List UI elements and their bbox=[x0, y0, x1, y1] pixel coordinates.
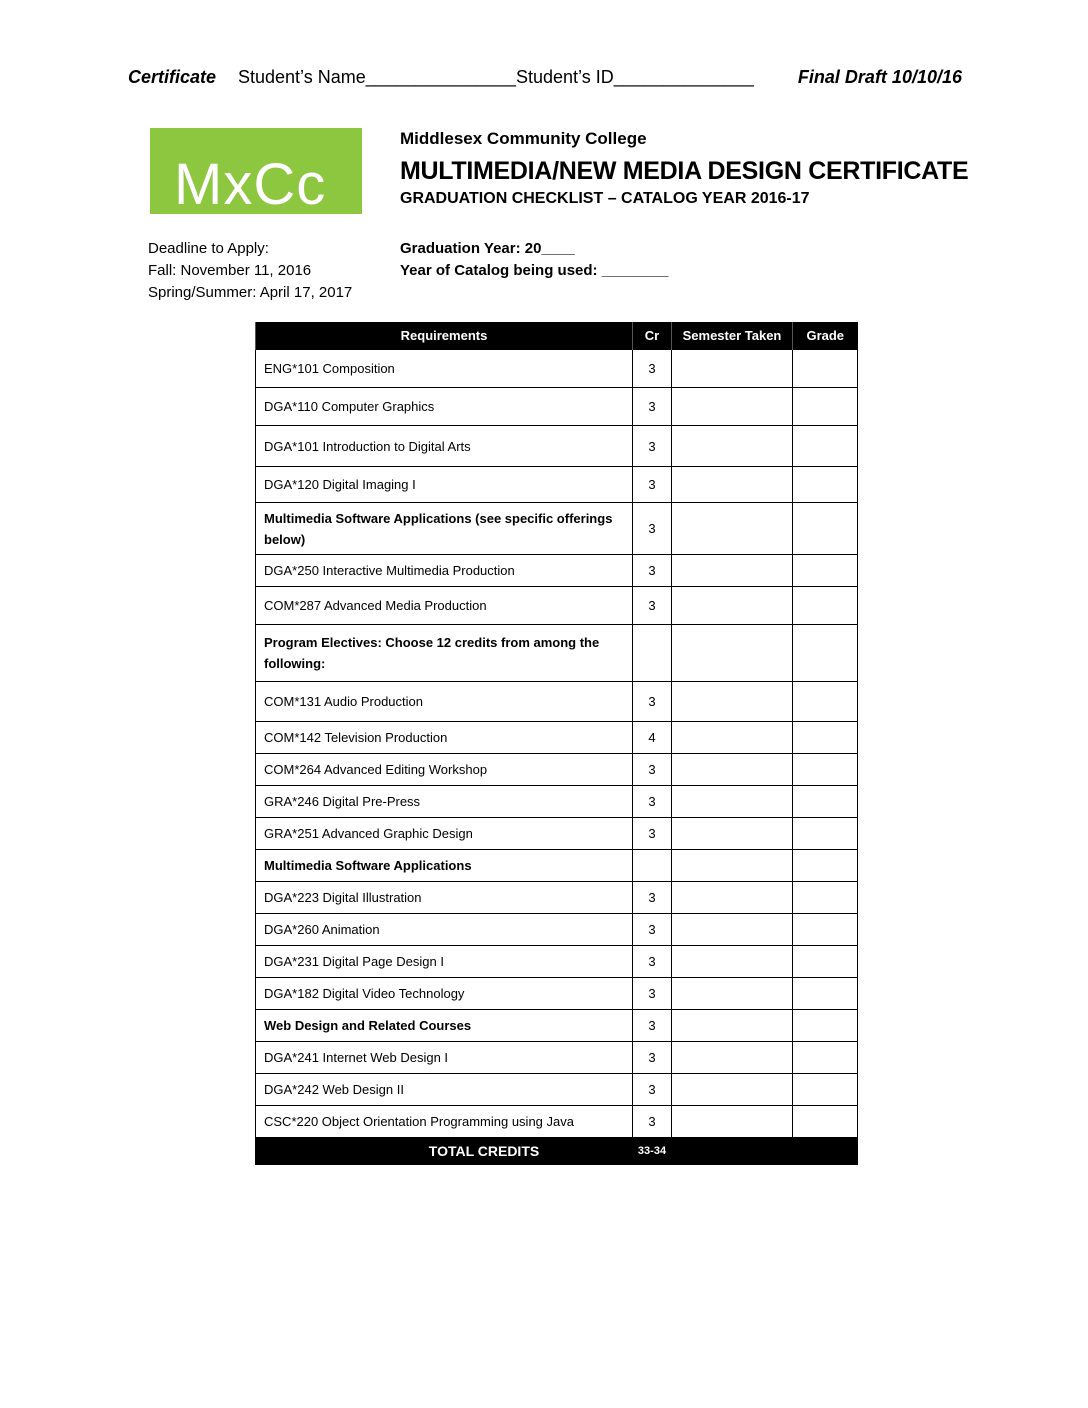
deadline-spring: Spring/Summer: April 17, 2017 bbox=[148, 284, 353, 301]
course-credits bbox=[633, 625, 672, 682]
certificate-label: Certificate bbox=[128, 67, 217, 87]
total-grade-cell bbox=[793, 1138, 858, 1165]
course-name: ENG*101 Composition bbox=[256, 350, 633, 388]
grade-cell[interactable] bbox=[793, 1010, 858, 1042]
student-name-field: Student’s Name_______________ bbox=[238, 67, 516, 87]
semester-taken-cell[interactable] bbox=[672, 467, 793, 503]
total-value: 33-34 bbox=[633, 1138, 672, 1165]
course-name: COM*131 Audio Production bbox=[256, 682, 633, 722]
header-credits: Cr bbox=[633, 322, 672, 350]
semester-taken-cell[interactable] bbox=[672, 587, 793, 625]
table-row bbox=[256, 754, 858, 786]
grade-cell[interactable] bbox=[793, 818, 858, 850]
checklist-subtitle: GRADUATION CHECKLIST – CATALOG YEAR 2016-17 bbox=[400, 190, 810, 207]
semester-taken-cell[interactable] bbox=[672, 555, 793, 587]
course-credits: 3 bbox=[633, 503, 672, 555]
total-label: TOTAL CREDITS bbox=[256, 1138, 633, 1165]
course-name: GRA*251 Advanced Graphic Design bbox=[256, 818, 633, 850]
semester-taken-cell[interactable] bbox=[672, 503, 793, 555]
catalog-year: Year of Catalog being used: ________ bbox=[400, 262, 669, 279]
table-row bbox=[256, 786, 858, 818]
graduation-block bbox=[400, 238, 668, 282]
course-credits: 3 bbox=[633, 754, 672, 786]
table-row bbox=[256, 818, 858, 850]
course-name: DGA*110 Computer Graphics bbox=[256, 388, 633, 426]
course-credits: 3 bbox=[633, 818, 672, 850]
grade-cell[interactable] bbox=[793, 587, 858, 625]
total-row bbox=[256, 1138, 858, 1165]
table-row bbox=[256, 1010, 858, 1042]
table-row bbox=[256, 914, 858, 946]
course-credits: 3 bbox=[633, 1074, 672, 1106]
table-row bbox=[256, 426, 858, 467]
semester-taken-cell[interactable] bbox=[672, 754, 793, 786]
course-name: Program Electives: Choose 12 credits from among the following: bbox=[256, 625, 633, 682]
course-name: DGA*120 Digital Imaging I bbox=[256, 467, 633, 503]
grade-cell[interactable] bbox=[793, 555, 858, 587]
logo-text: MxCc bbox=[174, 152, 327, 214]
course-credits: 3 bbox=[633, 786, 672, 818]
semester-taken-cell[interactable] bbox=[672, 946, 793, 978]
grade-cell[interactable] bbox=[793, 503, 858, 555]
grade-cell[interactable] bbox=[793, 978, 858, 1010]
course-name: DGA*250 Interactive Multimedia Production bbox=[256, 555, 633, 587]
semester-taken-cell[interactable] bbox=[672, 388, 793, 426]
header-line bbox=[128, 64, 962, 90]
grade-cell[interactable] bbox=[793, 625, 858, 682]
student-id-field: Student’s ID______________ bbox=[516, 67, 754, 87]
course-name: DGA*182 Digital Video Technology bbox=[256, 978, 633, 1010]
grade-cell[interactable] bbox=[793, 722, 858, 754]
logo-graphic bbox=[150, 128, 362, 214]
header-grade: Grade bbox=[793, 322, 858, 350]
table-row bbox=[256, 625, 858, 682]
grade-cell[interactable] bbox=[793, 388, 858, 426]
semester-taken-cell[interactable] bbox=[672, 1074, 793, 1106]
grade-cell[interactable] bbox=[793, 682, 858, 722]
semester-taken-cell[interactable] bbox=[672, 682, 793, 722]
requirements-table bbox=[255, 322, 858, 1165]
course-name: COM*142 Television Production bbox=[256, 722, 633, 754]
course-credits: 3 bbox=[633, 1010, 672, 1042]
certificate-title: MULTIMEDIA/NEW MEDIA DESIGN CERTIFICATE bbox=[400, 157, 969, 185]
deadline-block bbox=[148, 238, 352, 304]
course-name: DGA*101 Introduction to Digital Arts bbox=[256, 426, 633, 467]
course-name: COM*264 Advanced Editing Workshop bbox=[256, 754, 633, 786]
table-row bbox=[256, 467, 858, 503]
table-row bbox=[256, 587, 858, 625]
grade-cell[interactable] bbox=[793, 467, 858, 503]
graduation-year: Graduation Year: 20____ bbox=[400, 240, 575, 257]
semester-taken-cell[interactable] bbox=[672, 978, 793, 1010]
table-row bbox=[256, 1042, 858, 1074]
course-credits: 3 bbox=[633, 587, 672, 625]
course-credits: 3 bbox=[633, 682, 672, 722]
grade-cell[interactable] bbox=[793, 754, 858, 786]
deadline-label: Deadline to Apply: bbox=[148, 240, 269, 257]
semester-taken-cell[interactable] bbox=[672, 722, 793, 754]
table-header-row bbox=[256, 322, 858, 350]
table-row bbox=[256, 350, 858, 388]
course-credits: 3 bbox=[633, 914, 672, 946]
table-row bbox=[256, 978, 858, 1010]
grade-cell[interactable] bbox=[793, 914, 858, 946]
course-credits: 3 bbox=[633, 467, 672, 503]
table-row bbox=[256, 388, 858, 426]
course-credits: 3 bbox=[633, 1106, 672, 1138]
table-row bbox=[256, 555, 858, 587]
course-name: Multimedia Software Applications bbox=[256, 850, 633, 882]
grade-cell[interactable] bbox=[793, 850, 858, 882]
grade-cell[interactable] bbox=[793, 350, 858, 388]
course-name: CSC*220 Object Orientation Programming using Java bbox=[256, 1106, 633, 1138]
table-row bbox=[256, 722, 858, 754]
table-row bbox=[256, 946, 858, 978]
course-name: Multimedia Software Applications (see specific offerings below) bbox=[256, 503, 633, 555]
draft-label: Final Draft 10/10/16 bbox=[797, 67, 962, 87]
semester-taken-cell[interactable] bbox=[672, 1106, 793, 1138]
semester-taken-cell[interactable] bbox=[672, 786, 793, 818]
grade-cell[interactable] bbox=[793, 1074, 858, 1106]
course-name: DGA*241 Internet Web Design I bbox=[256, 1042, 633, 1074]
semester-taken-cell[interactable] bbox=[672, 426, 793, 467]
grade-cell[interactable] bbox=[793, 882, 858, 914]
table-row bbox=[256, 882, 858, 914]
table-row bbox=[256, 850, 858, 882]
table-row bbox=[256, 503, 858, 555]
table-row bbox=[256, 1074, 858, 1106]
total-semester-cell bbox=[672, 1138, 793, 1165]
course-credits bbox=[633, 850, 672, 882]
table-row bbox=[256, 1106, 858, 1138]
course-credits: 3 bbox=[633, 882, 672, 914]
table-row bbox=[256, 682, 858, 722]
course-name: DGA*242 Web Design II bbox=[256, 1074, 633, 1106]
course-name: COM*287 Advanced Media Production bbox=[256, 587, 633, 625]
semester-taken-cell[interactable] bbox=[672, 818, 793, 850]
course-name: DGA*231 Digital Page Design I bbox=[256, 946, 633, 978]
course-credits: 4 bbox=[633, 722, 672, 754]
semester-taken-cell[interactable] bbox=[672, 350, 793, 388]
deadline-fall: Fall: November 11, 2016 bbox=[148, 262, 312, 279]
course-credits: 3 bbox=[633, 946, 672, 978]
grade-cell[interactable] bbox=[793, 1106, 858, 1138]
grade-cell[interactable] bbox=[793, 426, 858, 467]
semester-taken-cell[interactable] bbox=[672, 882, 793, 914]
course-credits: 3 bbox=[633, 978, 672, 1010]
course-name: DGA*260 Animation bbox=[256, 914, 633, 946]
course-credits: 3 bbox=[633, 1042, 672, 1074]
course-name: DGA*223 Digital Illustration bbox=[256, 882, 633, 914]
course-credits: 3 bbox=[633, 350, 672, 388]
course-name: GRA*246 Digital Pre-Press bbox=[256, 786, 633, 818]
semester-taken-cell[interactable] bbox=[672, 914, 793, 946]
course-credits: 3 bbox=[633, 555, 672, 587]
semester-taken-cell[interactable] bbox=[672, 1010, 793, 1042]
grade-cell[interactable] bbox=[793, 786, 858, 818]
course-credits: 3 bbox=[633, 426, 672, 467]
course-credits: 3 bbox=[633, 388, 672, 426]
header-requirements: Requirements bbox=[256, 322, 633, 350]
mxcc-logo bbox=[150, 128, 362, 214]
grade-cell[interactable] bbox=[793, 1042, 858, 1074]
semester-taken-cell[interactable] bbox=[672, 1042, 793, 1074]
header-semester: Semester Taken bbox=[672, 322, 793, 350]
college-name: Middlesex Community College bbox=[400, 129, 647, 148]
course-name: Web Design and Related Courses bbox=[256, 1010, 633, 1042]
semester-taken-cell[interactable] bbox=[672, 625, 793, 682]
semester-taken-cell[interactable] bbox=[672, 850, 793, 882]
grade-cell[interactable] bbox=[793, 946, 858, 978]
